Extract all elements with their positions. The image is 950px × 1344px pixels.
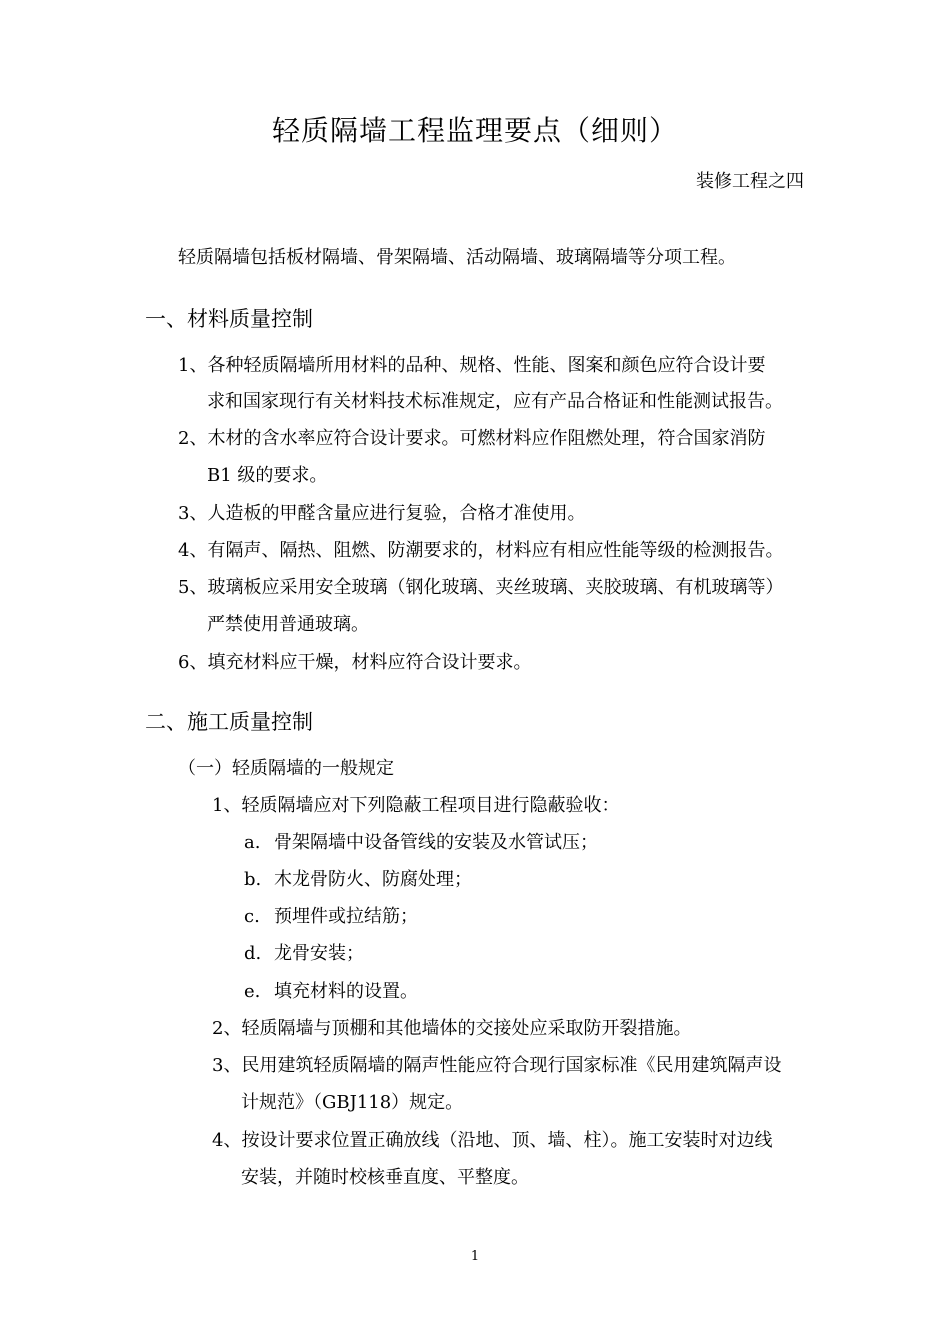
section1-item6: 6、填充材料应干燥，材料应符合设计要求。 bbox=[178, 652, 532, 673]
section1-heading: 一、材料质量控制 bbox=[145, 307, 313, 331]
sub-item-e bbox=[244, 978, 418, 1006]
sub-item-letter: b. bbox=[244, 869, 262, 890]
document-title: 轻质隔墙工程监理要点（细则） bbox=[271, 114, 678, 147]
sub-item-a bbox=[244, 829, 598, 857]
sub-item-letter: a. bbox=[244, 832, 261, 853]
document-subtitle: 装修工程之四 bbox=[696, 171, 804, 192]
sub-item-text: 预埋件或拉结筋； bbox=[274, 906, 418, 927]
sub-item-letter: d. bbox=[244, 943, 262, 964]
section2-heading: 二、施工质量控制 bbox=[145, 710, 313, 734]
page-number: 1 bbox=[470, 1249, 480, 1264]
section2-subheading: （一）轻质隔墙的一般规定 bbox=[178, 758, 394, 779]
section2-item1: 1、轻质隔墙应对下列隐蔽工程项目进行隐蔽验收： bbox=[212, 795, 620, 816]
section1-item4: 4、有隔声、隔热、阻燃、防潮要求的，材料应有相应性能等级的检测报告。 bbox=[178, 540, 784, 561]
sub-item-letter: e. bbox=[244, 981, 261, 1002]
section2-item4-line2: 安装，并随时校核垂直度、平整度。 bbox=[241, 1167, 529, 1188]
section2-item3-line2: 计规范》（GBJ118）规定。 bbox=[241, 1092, 464, 1113]
section1-item2-line1: 2、木材的含水率应符合设计要求。可燃材料应作阻燃处理，符合国家消防 bbox=[178, 428, 766, 449]
sub-item-text: 填充材料的设置。 bbox=[274, 981, 418, 1002]
section1-item5-line2: 严禁使用普通玻璃。 bbox=[207, 614, 369, 635]
sub-item-c bbox=[244, 903, 418, 931]
section1-item2-line2: B1 级的要求。 bbox=[207, 465, 328, 486]
sub-item-text: 骨架隔墙中设备管线的安装及水管试压； bbox=[274, 832, 598, 853]
intro-paragraph: 轻质隔墙包括板材隔墙、骨架隔墙、活动隔墙、玻璃隔墙等分项工程。 bbox=[178, 247, 736, 268]
section1-item3: 3、人造板的甲醛含量应进行复验，合格才准使用。 bbox=[178, 503, 586, 524]
sub-item-d bbox=[244, 940, 364, 968]
section1-item1-line1: 1、各种轻质隔墙所用材料的品种、规格、性能、图案和颜色应符合设计要 bbox=[178, 355, 766, 376]
section2-item2: 2、轻质隔墙与顶棚和其他墙体的交接处应采取防开裂措施。 bbox=[212, 1018, 692, 1039]
sub-item-text: 木龙骨防火、防腐处理； bbox=[274, 869, 472, 890]
sub-item-letter: c. bbox=[244, 906, 260, 927]
section1-item1-line2: 求和国家现行有关材料技术标准规定，应有产品合格证和性能测试报告。 bbox=[207, 391, 783, 412]
sub-item-b bbox=[244, 866, 472, 894]
section1-item5-line1: 5、玻璃板应采用安全玻璃（钢化玻璃、夹丝玻璃、夹胶玻璃、有机玻璃等） bbox=[178, 577, 784, 598]
sub-item-text: 龙骨安装； bbox=[274, 943, 364, 964]
section2-item4-line1: 4、按设计要求位置正确放线（沿地、顶、墙、柱）。施工安装时对边线 bbox=[212, 1130, 773, 1151]
section2-item3-line1: 3、民用建筑轻质隔墙的隔声性能应符合现行国家标准《民用建筑隔声设 bbox=[212, 1055, 782, 1076]
